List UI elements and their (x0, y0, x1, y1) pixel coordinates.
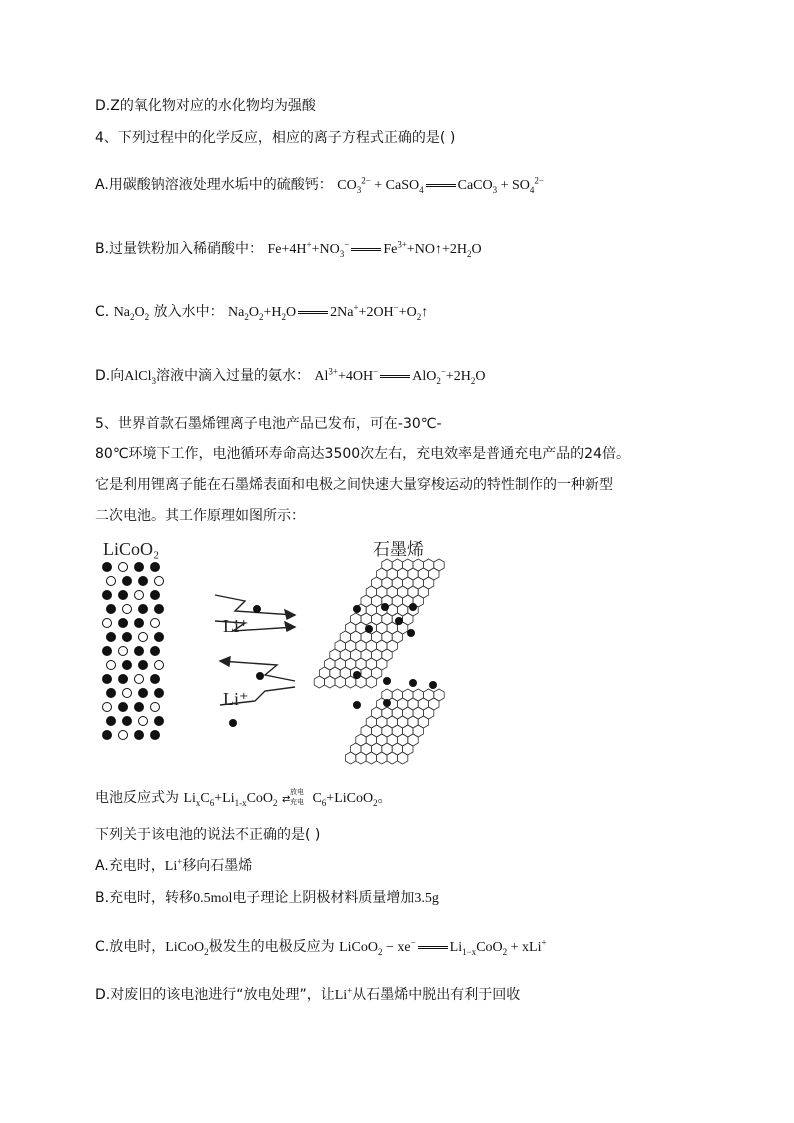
lattice-atom-filled (107, 633, 116, 642)
q5-stem-line4: 二次电池。其工作原理如图所示： (95, 508, 305, 524)
lattice-atom-open (151, 619, 160, 628)
lattice-atom-filled (139, 689, 148, 698)
lattice-atom-filled (151, 647, 160, 656)
q4-d-text: D.向 (95, 368, 125, 384)
lattice-atom-filled (155, 633, 164, 642)
lattice-atom-filled (123, 717, 132, 726)
lattice-atom-open (135, 591, 144, 600)
lattice-atom-filled (155, 689, 164, 698)
lattice-atom-filled (151, 675, 160, 684)
lattice-atom-open (155, 577, 164, 586)
lattice-atom-filled (107, 717, 116, 726)
q3-option-d: D.Z的氧化物对应的水化物均为强酸 (95, 98, 316, 114)
q5-option-a: A.充电时，Li+移向石墨烯 (95, 856, 253, 874)
battery-principle-figure (95, 535, 455, 767)
q5-stem-line3: 它是利用锂离子能在石墨烯表面和电极之间快速大量穿梭运动的特性制作的一种新型 (95, 477, 613, 493)
q4-b-equation: $Fe+4H^++NO_3^-$ $Fe^{3+}+NO↑+2H_2O$ (267, 239, 482, 259)
reversible-arrow: ⇄ 放电 充电 (282, 788, 304, 806)
lattice-atom-filled (123, 577, 132, 586)
q5-option-c: C.放电时，LiCoO$_2$极发生的电极反应为 LiCoO$_2$ − xe− $Li_{1-x}CoO_2 + xLi^+$ (95, 937, 547, 957)
lattice-atom-filled (107, 689, 116, 698)
lattice-atom-filled (151, 563, 160, 572)
q4-c-equation: $Na_2O_2+H_2O$ $2Na^++2OH^-+O_2↑$ (228, 302, 429, 322)
lithium-atom (395, 617, 403, 625)
lithium-atom (365, 625, 373, 633)
lithium-atom (353, 701, 361, 709)
lithium-atom (429, 681, 437, 689)
lattice-atom-filled (155, 717, 164, 726)
q5-option-b: B.充电时，转移0.5mol电子理论上阴极材料质量增加3.5g (95, 890, 439, 906)
graphene-hexagon (366, 676, 376, 688)
lattice-atom-open (139, 717, 148, 726)
lithium-atom (409, 679, 417, 687)
lattice-atom-filled (135, 731, 144, 740)
graphene-sheets (314, 559, 444, 764)
q4-a-text: A.用碳酸钠溶液处理水垢中的硫酸钙： (95, 177, 333, 193)
li-ion-label-top: Li⁺ (223, 616, 249, 636)
licoo2-lattice (103, 563, 164, 740)
graphene-hexagon (366, 752, 376, 764)
q4-c-text: C. (95, 304, 110, 320)
graphene-hexagon (397, 752, 407, 764)
lattice-atom-open (155, 661, 164, 670)
lattice-atom-open (123, 689, 132, 698)
lattice-atom-open (119, 563, 128, 572)
lattice-atom-filled (103, 563, 112, 572)
lattice-atom-filled (151, 591, 160, 600)
lattice-atom-open (119, 647, 128, 656)
lithium-atom (381, 603, 389, 611)
lattice-atom-open (123, 605, 132, 614)
graphene-hexagon (335, 676, 345, 688)
lattice-atom-filled (139, 577, 148, 586)
lattice-atom-filled (107, 605, 116, 614)
lattice-atom-filled (151, 731, 160, 740)
graphene-hexagon (314, 676, 324, 688)
q5-option-d: D.对废旧的该电池进行“放电处理”，让Li+从石墨烯中脱出有利于回收 (95, 985, 521, 1003)
lattice-atom-filled (119, 703, 128, 712)
lattice-atom-filled (103, 591, 112, 600)
lithium-atom (353, 605, 361, 613)
lattice-atom-filled (103, 675, 112, 684)
lattice-atom-filled (103, 731, 112, 740)
lithium-atom (383, 699, 391, 707)
lattice-atom-filled (119, 591, 128, 600)
lattice-atom-open (103, 703, 112, 712)
lattice-atom-filled (123, 661, 132, 670)
lattice-atom-filled (135, 647, 144, 656)
lattice-atom-open (107, 577, 116, 586)
q4-b-text: B.过量铁粉加入稀硝酸中： (95, 241, 264, 257)
q4-d-equation: $Al^{3+}+4OH^-$ $AlO_2^-+2H_2O$ (314, 366, 486, 386)
lattice-atom-filled (103, 647, 112, 656)
lattice-atom-open (139, 633, 148, 642)
lattice-atom-open (135, 675, 144, 684)
q5-stem-line1: 5、世界首款石墨烯锂离子电池产品已发布，可在-30℃- (95, 416, 442, 432)
q5-stem-line2: 80℃环境下工作，电池循环寿命高达3500次左右，充电效率是普通充电产品的24倍。 (95, 446, 630, 462)
q4-option-c: C. $Na_2O_2$ 放入水中： $Na_2O_2+H_2O$ $2Na^++2OH^-+O_2↑$ (95, 302, 429, 322)
graphene-hexagon (325, 676, 335, 688)
lattice-atom-filled (135, 563, 144, 572)
lithium-atom (409, 603, 417, 611)
lithium-atom (407, 629, 415, 637)
lattice-atom-filled (135, 619, 144, 628)
graphene-hexagon (356, 752, 366, 764)
lattice-atom-filled (139, 605, 148, 614)
q4-option-d: D.向AlCl$_3$溶液中滴入过量的氨水： $Al^{3+}+4OH^-$ $AlO_2^-+2H_2O$ (95, 366, 486, 386)
q4-stem: 4、下列过程中的化学反应，相应的离子方程式正确的是( ) (95, 130, 456, 146)
lattice-atom-filled (135, 703, 144, 712)
q5-reaction-prefix: 电池反应式为 (95, 790, 179, 806)
lithium-atom (383, 677, 391, 685)
lattice-atom-filled (119, 619, 128, 628)
lattice-atom-filled (155, 605, 164, 614)
lattice-atom-open (107, 661, 116, 670)
q4-a-equation: $CO_3^{2-}$ + CaSO$_4$ CaCO$_3$ + $SO_4^{2-}$ (337, 175, 544, 195)
q4-option-b (95, 239, 482, 260)
lattice-atom-open (119, 731, 128, 740)
q4-d-text2: 溶液中滴入过量的氨水： (155, 368, 310, 384)
graphene-hexagon (387, 752, 397, 764)
lattice-atom-open (151, 703, 160, 712)
graphene-hexagon (377, 752, 387, 764)
graphene-label: 石墨烯 (373, 540, 424, 560)
q4-c-text2: 放入水中： (153, 304, 224, 320)
q5-reaction: 电池反应式为 $Li_xC_6+Li_{1-x}CoO_2$ ⇄ 放电 充电 $C_6+LiCoO_2$。 (95, 788, 392, 808)
lattice-atom-open (103, 619, 112, 628)
graphene-hexagon (345, 752, 355, 764)
lattice-atom-filled (119, 675, 128, 684)
lattice-atom-filled (123, 633, 132, 642)
q5-question: 下列关于该电池的说法不正确的是( ) (95, 827, 321, 843)
licoo2-label: LiCoO₂ (103, 539, 160, 559)
lattice-atom-filled (139, 661, 148, 670)
li-ion-label-bottom: Li⁺ (223, 689, 249, 709)
q4-option-a (95, 175, 544, 196)
lithium-atom (353, 671, 361, 679)
